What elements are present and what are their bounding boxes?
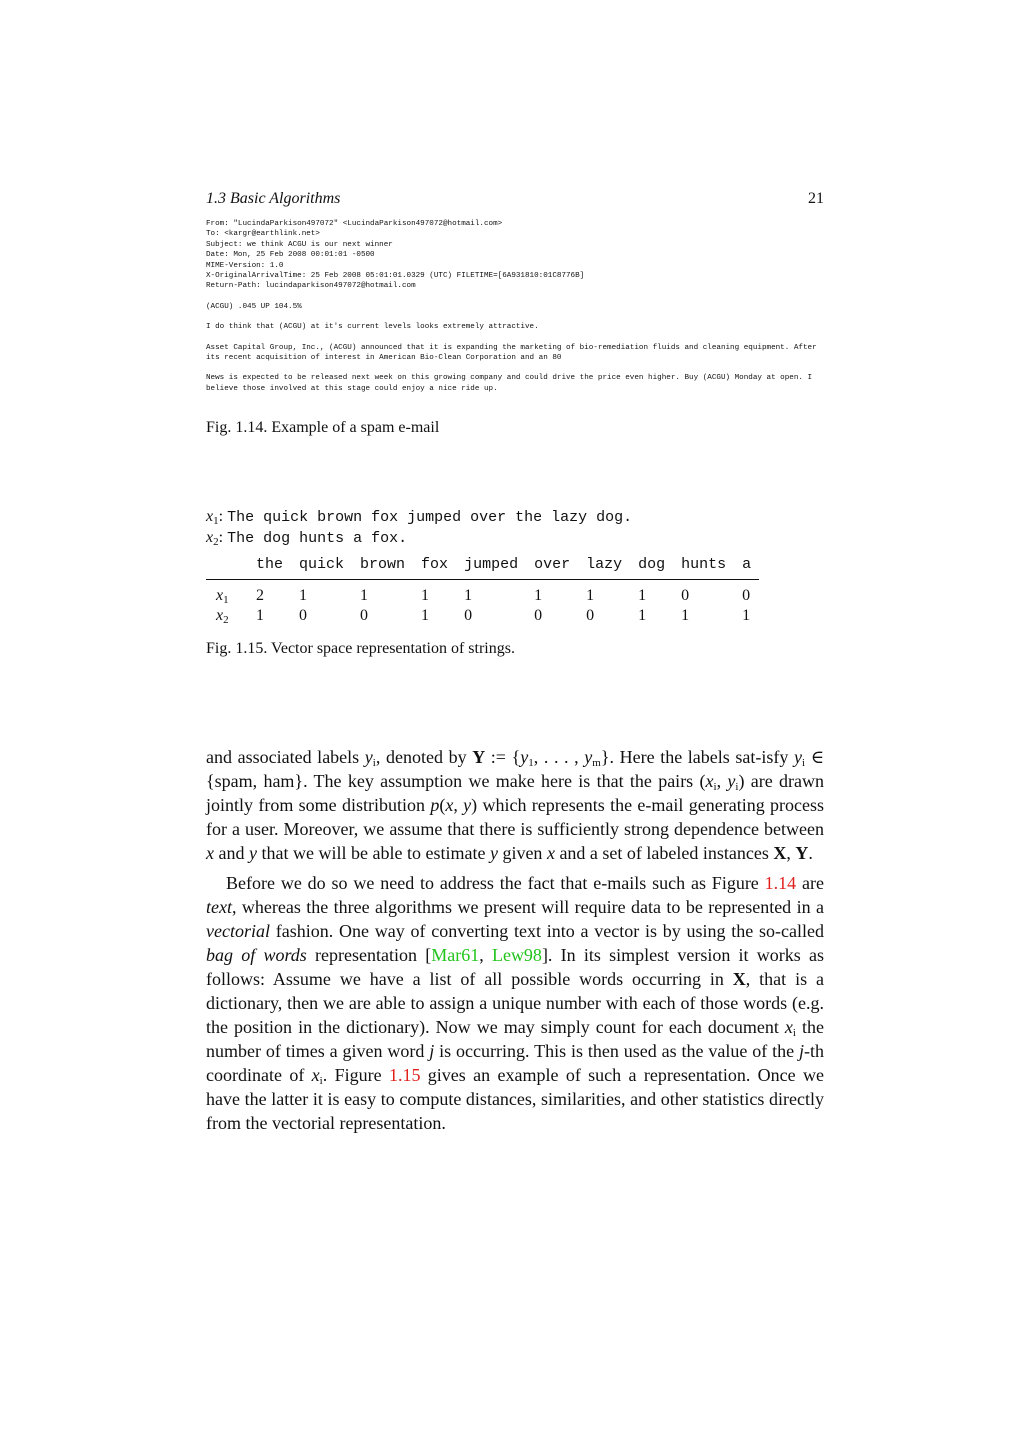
section-title: 1.3 Basic Algorithms (206, 190, 341, 207)
email-paragraph: (ACGU) .045 UP 104.5% (206, 302, 302, 311)
email-paragraph: I do think that (ACGU) at it's current levels looks extremely attractive. (206, 323, 539, 332)
text-run: which represents the e-mail generating process for a user. Moreover, we assume that there is sufficiently strong dependence between (206, 795, 825, 839)
table-corner (206, 555, 248, 580)
table-cell: 1 (421, 587, 430, 604)
table-cell: 0 (299, 607, 308, 624)
table-row (206, 606, 759, 626)
running-head (206, 190, 824, 214)
emphasis: vectorial (206, 921, 270, 941)
row-label (206, 580, 248, 607)
text-run: , denoted by (375, 747, 473, 767)
text-run: -th coordinate of (206, 1041, 824, 1085)
text-run: ]. In its simplest version it works as follows: Assume we have a list of all possible words occurring in (206, 945, 825, 989)
column-header-hunts: hunts (681, 555, 727, 573)
text-run: are drawn jointly from some distribution (206, 771, 825, 815)
text-run: Before we do so we need to address the fact that e-mails such as Figure (226, 873, 765, 893)
text-run: the number of times a given word (206, 1017, 824, 1061)
string-sub: 2 (213, 536, 219, 548)
spam-email-figure (206, 219, 824, 394)
text-run: , (479, 945, 492, 965)
column-header-jumped: jumped (464, 555, 519, 573)
email-header-line: Date: Mon, 25 Feb 2008 00:01:01 -0500 (206, 251, 375, 260)
string-text: The dog hunts a fox. (227, 530, 408, 547)
text-run: , whereas the three algorithms we present will require data to be represented in a (231, 897, 824, 917)
row-label-var: x (216, 607, 224, 624)
email-paragraph: News is expected to be released next week on this growing company and could drive the price even higher. Buy (ACGU) Monday at open. I believe those involved at this stage could enjoy a nice ride up. (206, 374, 813, 393)
emphasis: bag of words (206, 945, 307, 965)
citation-link-lew98[interactable]: Lew98 (491, 945, 542, 965)
figure-link-1-14[interactable]: 1.14 (764, 873, 797, 893)
page-number: 21 (808, 190, 824, 207)
table-cell: 0 (464, 607, 473, 624)
table-cell: 1 (256, 607, 264, 624)
text-run: representation [ (306, 945, 432, 965)
table-cell: 1 (681, 607, 690, 624)
string-row-1: $x_1$: The quick brown fox jumped over the lazy dog. (206, 508, 633, 527)
table-cell: 1 (638, 607, 647, 624)
text-run: , that is a dictionary, then we are able to assign a unique number with each of those words (e.g. the position in the dictionary). Now we may simply count for each document (206, 969, 824, 1037)
citation-link-mar61[interactable]: Mar61 (431, 945, 480, 965)
table-header-row (206, 555, 759, 580)
text-run: given (497, 843, 547, 863)
table-body (206, 580, 759, 627)
column-header-lazy: lazy (586, 555, 623, 573)
email-header-line: From: "LucindaParkison497072" <LucindaParkison497072@hotmail.com> (206, 220, 503, 228)
paragraph-1: and associated labels $y_i$, denoted by Y := {$y_1$, . . . , $y_m$}. Here the labels sat-isfy $y_i$ ∈ {spam, ham}. The key assumption we make here is that the pairs ($x_i$, $y_i$) are drawn jointly from some distribution p(x, y) which represents the e-mail generating process for a user. Moreover, we assume that there is sufficiently strong dependence between x and y that we will be able to estimate y given x and a set of labeled instances X, Y. (206, 747, 825, 863)
vector-space-table (206, 555, 759, 626)
email-header-line: Return-Path: lucindaparkison497072@hotmail.com (206, 282, 416, 291)
text-run: gives an example of such a representation. Once we have the latter it is easy to compute distances, similarities, and other statistics directly from the vectorial representation. (206, 1065, 824, 1133)
table-cell: 1 (421, 607, 430, 624)
string-var: x (206, 529, 214, 546)
column-header-the: the (256, 555, 284, 573)
text-run: that we will be able to estimate (257, 843, 490, 863)
text-run: and (214, 843, 249, 863)
email-paragraph: Asset Capital Group, Inc., (ACGU) announced that it is expanding the marketing of bio-remediation fluids and cleaning equipment. After its recent acquisition of interest in American Bio-Clean Corporation and an 80 (206, 343, 817, 363)
table-cell: 1 (360, 587, 369, 604)
email-header-line: MIME-Version: 1.0 (206, 261, 284, 270)
column-header-over: over (534, 555, 571, 573)
figure-caption-1-15: Fig. 1.15. Vector space representation of strings. (206, 640, 515, 657)
table-cell: 1 (299, 587, 308, 604)
text-run: are (796, 873, 824, 893)
text-run: and associated labels (206, 747, 365, 767)
email-body (206, 302, 824, 394)
emphasis: text (206, 897, 232, 917)
example-strings (206, 507, 632, 549)
table-cell: 1 (742, 607, 751, 624)
text-run: is occurring. This is then used as the value of the (434, 1041, 799, 1061)
string-row-2: $x_2$: The dog hunts a fox. (206, 529, 408, 548)
text-run: fashion. One way of converting text into a vector is by using the so-called (269, 921, 824, 941)
row-label-sub: 1 (223, 594, 229, 606)
table-cell: 1 (586, 587, 595, 604)
string-text: The quick brown fox jumped over the lazy dog. (227, 509, 633, 526)
table-cell: 1 (534, 587, 543, 604)
table-cell: 2 (256, 587, 264, 604)
figure-caption-1-14: Fig. 1.14. Example of a spam e-mail (206, 419, 440, 436)
body-text (206, 745, 824, 1135)
table-row (206, 580, 759, 607)
table-cell: 0 (742, 587, 751, 604)
text-run: . (808, 843, 813, 863)
string-sub: 1 (213, 515, 219, 527)
text-run: . Here the labels sat-isfy (609, 747, 795, 767)
text-run: . Figure (322, 1065, 389, 1085)
column-header-brown: brown (360, 555, 406, 573)
text-run: and a set of labeled instances (554, 843, 774, 863)
string-var: x (206, 508, 214, 525)
text-run: . The key assumption we make here is that the pairs (303, 771, 700, 791)
table-cell: 0 (586, 607, 595, 624)
table-cell: 0 (681, 587, 690, 604)
table-cell: 1 (464, 587, 473, 604)
email-header-line: X-OriginalArrivalTime: 25 Feb 2008 05:01:01.0329 (UTC) FILETIME=[6A931810:01C8776B] (206, 272, 585, 281)
email-headers (206, 219, 824, 292)
column-header-dog: dog (638, 555, 666, 573)
table-cell: 0 (534, 607, 543, 624)
column-header-quick: quick (299, 555, 345, 573)
table-cell: 0 (360, 607, 369, 624)
row-label-sub: 2 (223, 614, 229, 626)
email-header-line: Subject: we think ACGU is our next winner (206, 240, 393, 249)
row-label-var: x (216, 587, 224, 604)
row-label (206, 606, 248, 626)
email-header-line: To: <kargr@earthlink.net> (206, 230, 320, 239)
table-cell: 1 (638, 587, 647, 604)
column-header-a: a (742, 555, 752, 573)
paragraph-2: Before we do so we need to address the fact that e-mails such as Figure 1.14 are text, whereas the three algorithms we present will require data to be represented in a vectorial fashion. One way of converting text into a vector is by using the so-called bag of words representation [Mar61, Lew98]. In its simplest version it works as follows: Assume we have a list of all possible words occurring in X, that is a dictionary, then we are able to assign a unique number with each of those words (e.g. the position in the dictionary). Now we may simply count for each document $x_i$ the number of times a given word j is occurring. This is then used as the value of the j-th coordinate of $x_i$. Figure 1.15 gives an example of such a representation. Once we have the latter it is easy to compute distances, similarities, and other statistics directly from the vectorial representation. (206, 873, 825, 1133)
column-header-fox: fox (421, 555, 449, 573)
figure-link-1-15[interactable]: 1.15 (388, 1065, 421, 1085)
